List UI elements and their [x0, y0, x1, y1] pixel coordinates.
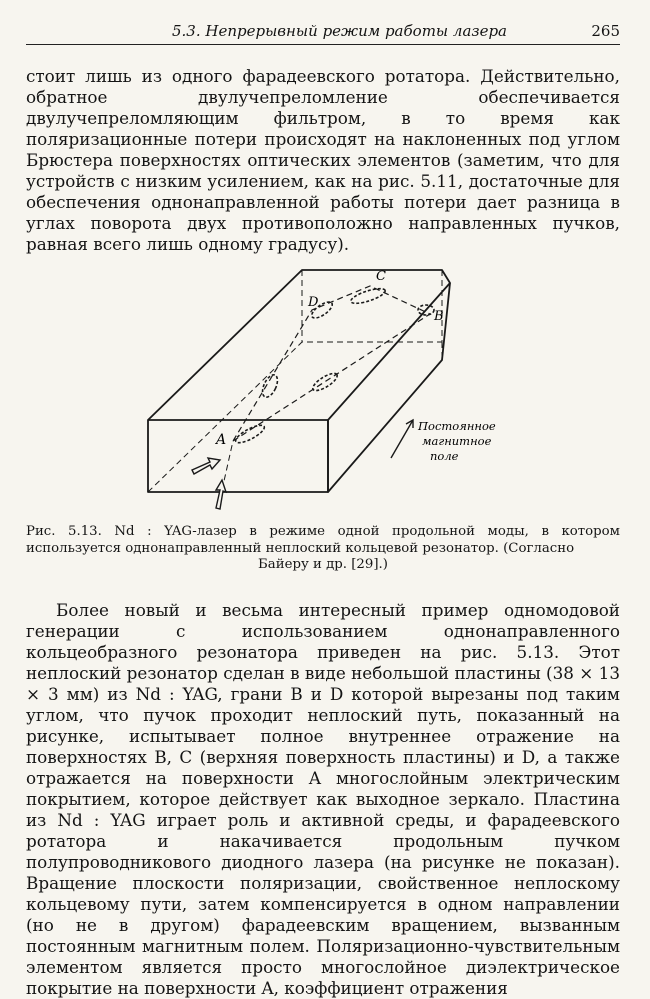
polarization-marker — [349, 286, 386, 307]
field-label-line-2: магнитное — [422, 434, 492, 448]
magnetic-field-arrow — [391, 420, 413, 458]
caption-text: Рис. 5.13. Nd : YAG-лазер в режиме одной продольной моды, в котором используется однонаправленный неплоский кольцевой резонатор. (Согласно — [26, 524, 620, 556]
point-label-c: C — [376, 269, 386, 284]
output-arrow — [192, 458, 220, 474]
laser-slab-diagram — [130, 258, 510, 520]
polarization-marker — [234, 422, 267, 446]
paragraph-1: стоит лишь из одного фарадеевского ротатора. Действительно, обратное двулучепреломление обеспечивается двулучепреломляющим фильтром, в то время как поляризационные потери происходят на наклоненных под углом Брюстера поверхностях оптических элементов (заметим, что для устройств с низким усилением, как на рис. 5.11, достаточные для обеспечения однонаправленной работы потери дает разница в углах поворота двух противоположно направленных пучков, равная всего лишь одному градусу). — [26, 66, 620, 254]
slab-front-face — [148, 420, 328, 492]
figure-caption — [26, 524, 620, 574]
point-label-b: B — [434, 309, 444, 324]
polarization-marker — [310, 370, 339, 393]
section-title: 5.3. Непрерывный режим работы лазера — [172, 22, 507, 40]
running-header — [26, 22, 620, 45]
point-label-a: A — [216, 432, 227, 448]
pump-arrow — [216, 480, 226, 509]
field-label-line-3: поле — [430, 449, 459, 463]
caption-last-line: Байеру и др. [29].) — [258, 557, 388, 572]
polarization-marker — [259, 373, 280, 400]
paragraph-2: Более новый и весьма интересный пример одномодовой генерации с использованием однонаправленного кольцеобразного резонатора приведен на рис. 5.13. Этот неплоский резонатор сделан в виде небольшой пластины (38 × 13 × 3 мм) из Nd : YAG, грани B и D которой вырезаны под таким углом, что пучок проходит неплоский путь, показанный на рисунке, испытывает полное внутреннее отражение на поверхностях B, C (верхняя поверхность пластины) и D, а также отражается на поверхности A многослойным электрическим покрытием, которое действует как выходное зеркало. Пластина из Nd : YAG играет роль и активной среды, и фарадеевского ротатора и накачивается продольным пучком полупроводникового диодного лазера (на рисунке не показан). Вращение плоскости поляризации, свойственное неплоскому кольцевому пути, затем компенсируется в одном направлении (но не в другом) фарадеевским вращением, вызванным постоянным магнитным полем. Поляризационно-чувствительным элементом является просто многослойное диэлектрическое покрытие на поверхности A, коэффициент отражения — [26, 600, 621, 998]
page-number: 265 — [591, 22, 620, 40]
pump-beam — [222, 441, 233, 490]
figure-5-13 — [130, 258, 510, 520]
field-label-line-1: Постоянное — [418, 419, 496, 433]
point-label-d: D — [308, 295, 319, 310]
